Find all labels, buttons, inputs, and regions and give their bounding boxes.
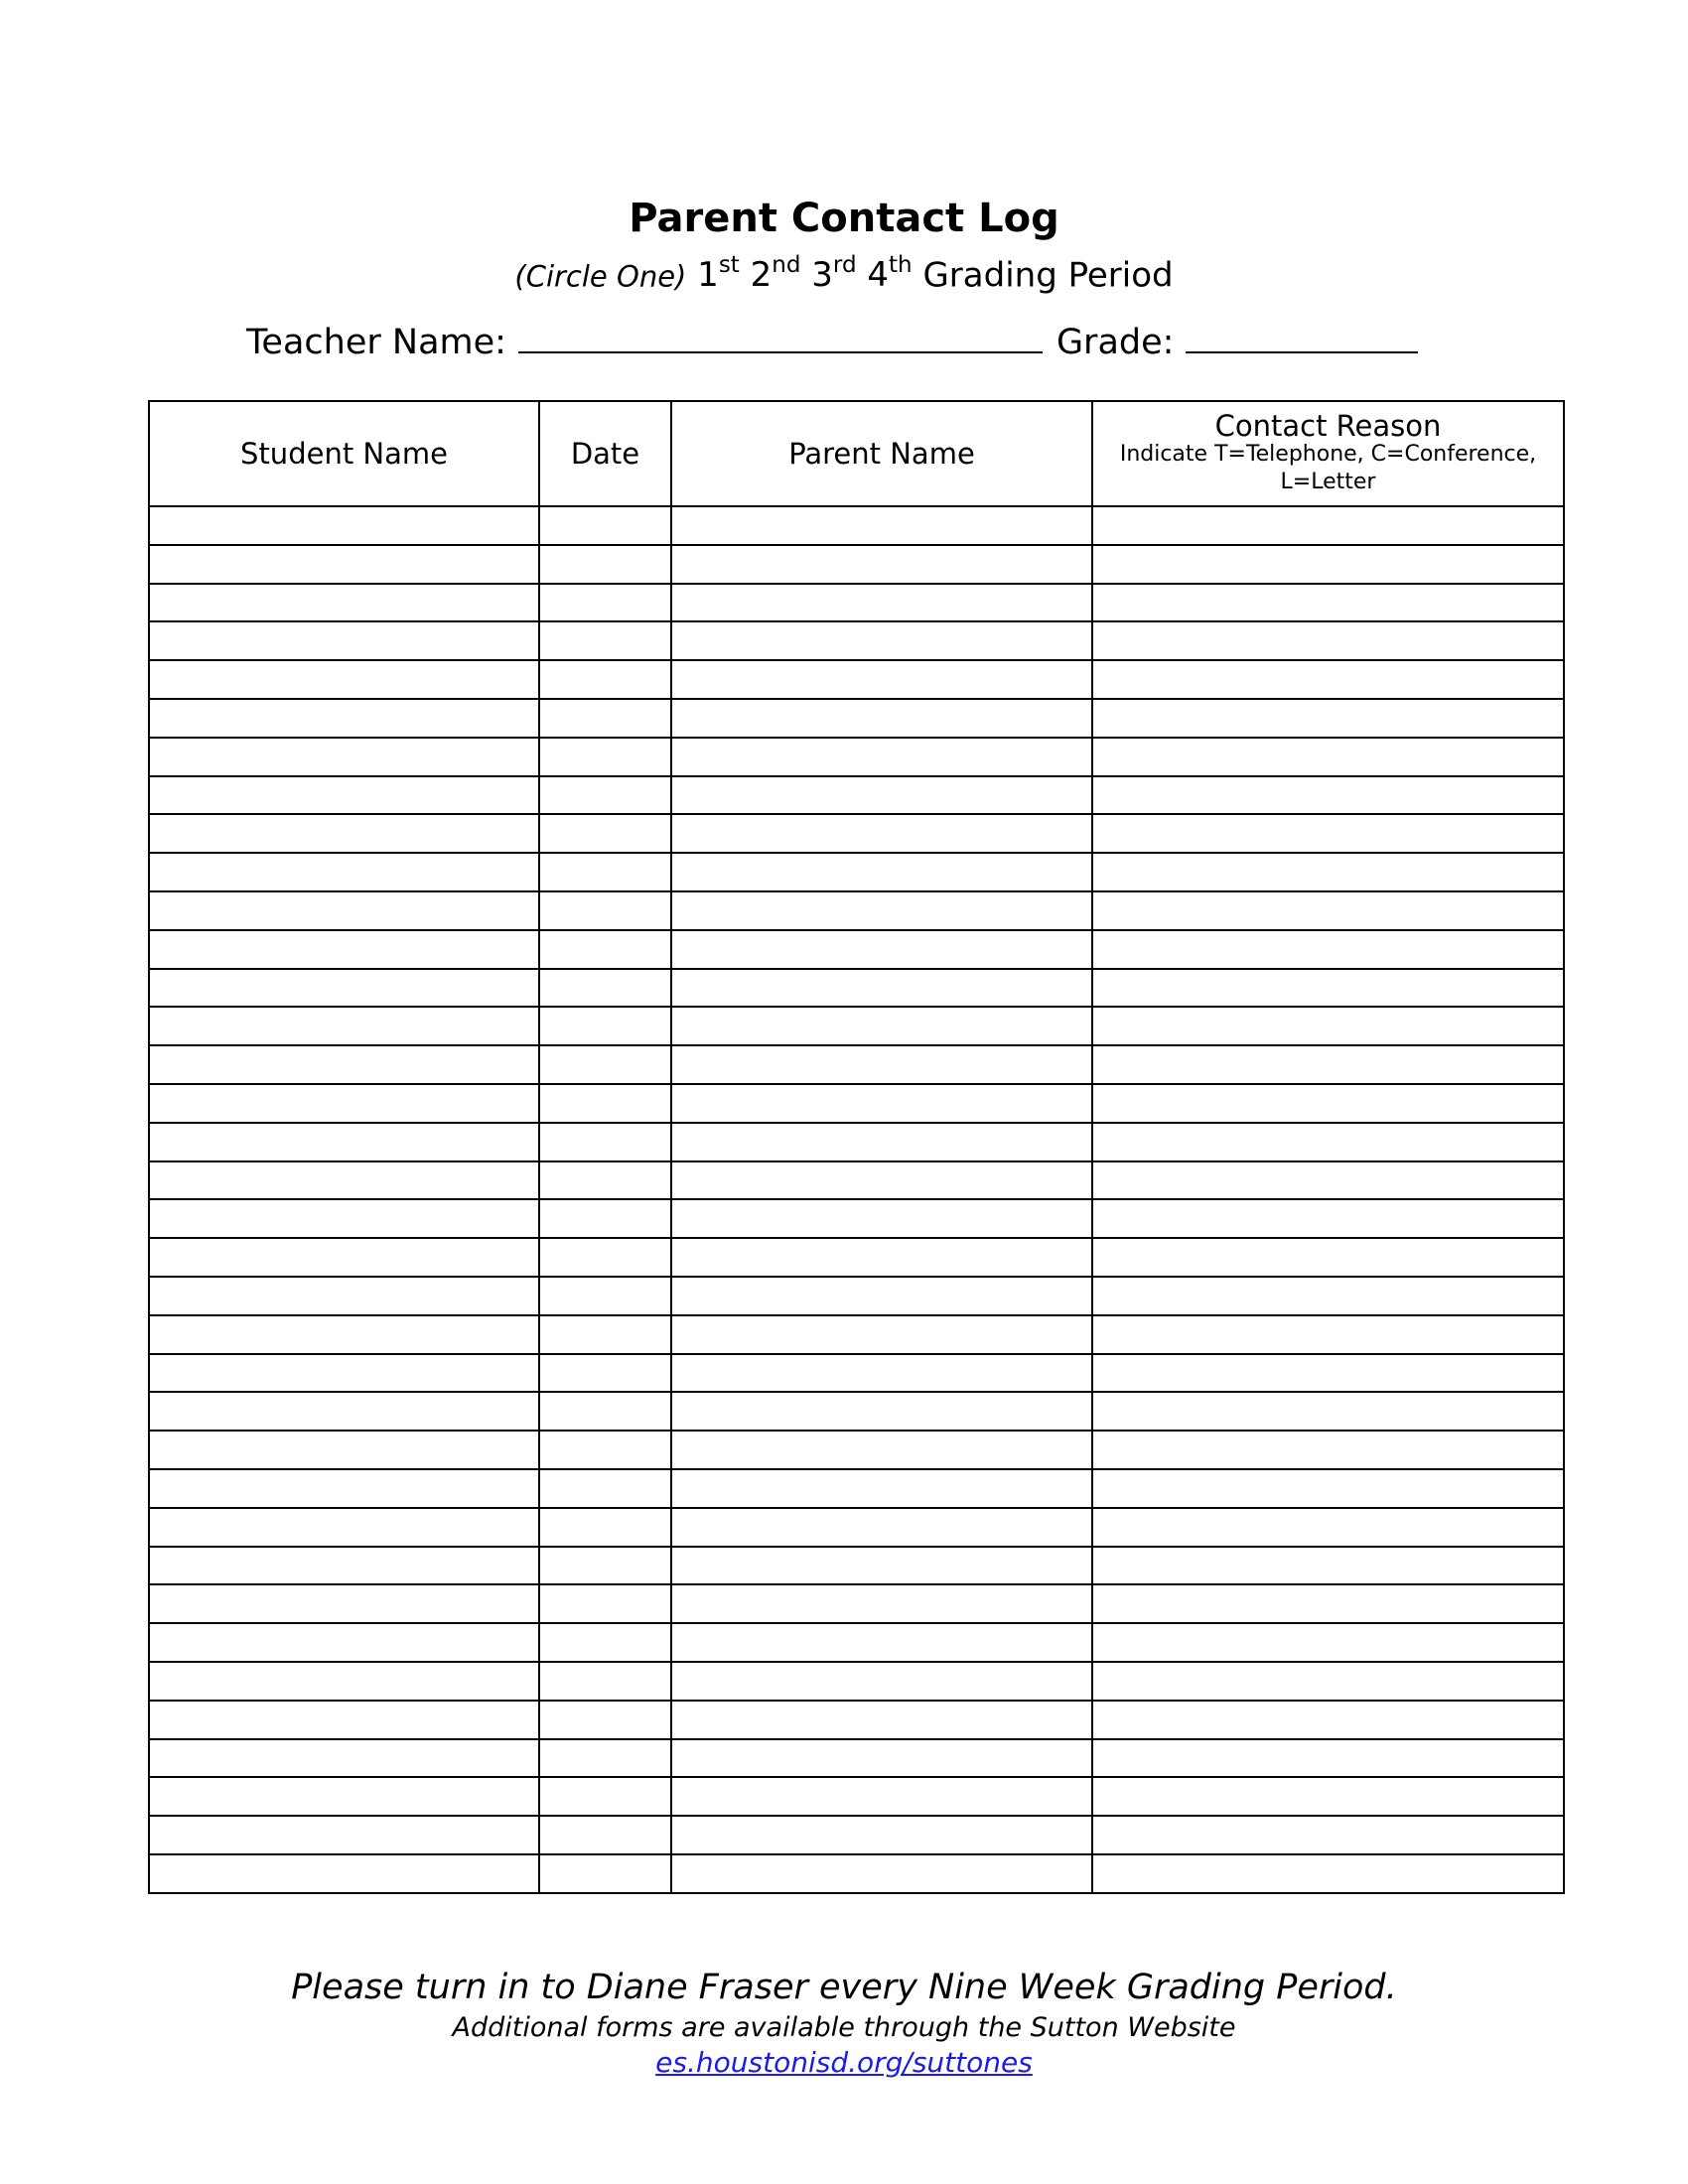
parent-name-cell[interactable] [671, 660, 1092, 699]
table-row [149, 660, 1564, 699]
date-cell[interactable] [539, 1739, 671, 1778]
student-name-cell[interactable] [149, 1854, 539, 1893]
student-name-cell[interactable] [149, 1508, 539, 1547]
table-row [149, 891, 1564, 930]
grade-label: Grade: [1055, 323, 1175, 362]
table-row [149, 506, 1564, 545]
table-row [149, 969, 1564, 1008]
parent-name-cell[interactable] [671, 1701, 1092, 1739]
parent-name-cell[interactable] [671, 853, 1092, 891]
parent-name-cell[interactable] [671, 1315, 1092, 1354]
table-row [149, 1238, 1564, 1277]
student-name-cell[interactable] [149, 1816, 539, 1854]
student-name-cell[interactable] [149, 1777, 539, 1816]
contact-reason-cell[interactable] [1092, 1431, 1564, 1469]
student-name-cell[interactable] [149, 853, 539, 891]
footer-link-wrap [0, 2045, 1688, 2081]
contact-reason-cell[interactable] [1092, 1816, 1564, 1854]
contact-reason-cell[interactable] [1092, 545, 1564, 584]
date-cell[interactable] [539, 1277, 671, 1315]
date-cell[interactable] [539, 1199, 671, 1238]
parent-name-cell[interactable] [671, 776, 1092, 815]
contact-reason-cell[interactable] [1092, 853, 1564, 891]
grading-period-label: Grading Period [922, 255, 1174, 296]
date-cell[interactable] [539, 1469, 671, 1508]
contact-reason-cell[interactable] [1092, 699, 1564, 738]
table-row [149, 1354, 1564, 1393]
table-row [149, 699, 1564, 738]
grading-period-line [0, 242, 1688, 301]
parent-name-cell[interactable] [671, 1469, 1092, 1508]
table-row [149, 1084, 1564, 1123]
parent-name-cell[interactable] [671, 1662, 1092, 1701]
date-cell[interactable] [539, 891, 671, 930]
parent-name-cell[interactable] [671, 1623, 1092, 1662]
parent-name-cell[interactable] [671, 738, 1092, 776]
student-name-cell[interactable] [149, 699, 539, 738]
date-cell[interactable] [539, 853, 671, 891]
student-name-cell[interactable] [149, 1662, 539, 1701]
date-cell[interactable] [539, 1584, 671, 1623]
date-cell[interactable] [539, 1508, 671, 1547]
contact-reason-cell[interactable] [1092, 1084, 1564, 1123]
table-row [149, 1161, 1564, 1200]
parent-name-cell[interactable] [671, 584, 1092, 622]
date-cell[interactable] [539, 1315, 671, 1354]
parent-name-cell[interactable] [671, 1007, 1092, 1045]
contact-reason-cell[interactable] [1092, 1777, 1564, 1816]
date-cell[interactable] [539, 1161, 671, 1200]
table-row [149, 738, 1564, 776]
parent-name-cell[interactable] [671, 1084, 1092, 1123]
student-name-cell[interactable] [149, 660, 539, 699]
table-row [149, 584, 1564, 622]
contact-reason-note: Indicate T=Telephone, C=Conference, L=Letter [1119, 442, 1537, 494]
parent-name-cell[interactable] [671, 1816, 1092, 1854]
student-name-cell[interactable] [149, 1277, 539, 1315]
date-cell[interactable] [539, 1777, 671, 1816]
form-title: Parent Contact Log [629, 196, 1059, 241]
contact-reason-cell[interactable] [1092, 1662, 1564, 1701]
parent-name-cell[interactable] [671, 621, 1092, 660]
table-row [149, 930, 1564, 969]
column-header-parent-name: Parent Name [671, 401, 1092, 506]
student-name-cell[interactable] [149, 1315, 539, 1354]
student-name-cell[interactable] [149, 1084, 539, 1123]
date-cell[interactable] [539, 506, 671, 545]
contact-reason-cell[interactable] [1092, 814, 1564, 853]
student-name-cell[interactable] [149, 969, 539, 1008]
contact-reason-cell[interactable] [1092, 738, 1564, 776]
parent-name-cell[interactable] [671, 1739, 1092, 1778]
teacher-grade-line [246, 318, 1487, 367]
student-name-cell[interactable] [149, 891, 539, 930]
contact-reason-cell[interactable] [1092, 1315, 1564, 1354]
parent-name-cell[interactable] [671, 506, 1092, 545]
parent-name-cell[interactable] [671, 1854, 1092, 1893]
period-option-1[interactable]: 1st [697, 252, 740, 296]
table-row [149, 1431, 1564, 1469]
student-name-cell[interactable] [149, 1701, 539, 1739]
parent-name-cell[interactable] [671, 699, 1092, 738]
parent-name-cell[interactable] [671, 1431, 1092, 1469]
table-row [149, 1623, 1564, 1662]
table-row [149, 1315, 1564, 1354]
student-name-cell[interactable] [149, 1739, 539, 1778]
period-option-4[interactable]: 4th [867, 252, 913, 296]
circle-one-note: (Circle One) [514, 259, 687, 294]
date-cell[interactable] [539, 930, 671, 969]
table-row [149, 1584, 1564, 1623]
contact-reason-cell[interactable] [1092, 506, 1564, 545]
contact-reason-title: Contact Reason [1214, 409, 1442, 443]
contact-reason-cell[interactable] [1092, 1701, 1564, 1739]
contact-reason-cell[interactable] [1092, 1392, 1564, 1431]
website-link[interactable]: es.houstonisd.org/suttones [655, 2046, 1033, 2079]
date-cell[interactable] [539, 1354, 671, 1393]
student-name-cell[interactable] [149, 1199, 539, 1238]
table-row [149, 1739, 1564, 1778]
table-row [149, 776, 1564, 815]
contact-reason-cell[interactable] [1092, 1508, 1564, 1547]
date-cell[interactable] [539, 1854, 671, 1893]
student-name-cell[interactable] [149, 776, 539, 815]
date-cell[interactable] [539, 969, 671, 1008]
period-option-2[interactable]: 2nd [750, 252, 801, 296]
parent-name-cell[interactable] [671, 545, 1092, 584]
contact-reason-cell[interactable] [1092, 621, 1564, 660]
date-cell[interactable] [539, 1392, 671, 1431]
parent-name-cell[interactable] [671, 1584, 1092, 1623]
date-cell[interactable] [539, 1662, 671, 1701]
table-row [149, 1469, 1564, 1508]
parent-name-cell[interactable] [671, 814, 1092, 853]
contact-reason-cell[interactable] [1092, 1007, 1564, 1045]
student-name-cell[interactable] [149, 1007, 539, 1045]
date-cell[interactable] [539, 1007, 671, 1045]
contact-reason-cell[interactable] [1092, 1547, 1564, 1585]
contact-reason-cell[interactable] [1092, 1161, 1564, 1200]
date-cell[interactable] [539, 1045, 671, 1084]
teacher-name-label: Teacher Name: [246, 323, 506, 362]
student-name-cell[interactable] [149, 1161, 539, 1200]
student-name-cell[interactable] [149, 814, 539, 853]
student-name-cell[interactable] [149, 1623, 539, 1662]
student-name-cell[interactable] [149, 1392, 539, 1431]
column-header-student-name: Student Name [149, 401, 539, 506]
contact-reason-cell[interactable] [1092, 969, 1564, 1008]
parent-name-cell[interactable] [671, 1123, 1092, 1161]
contact-reason-cell[interactable] [1092, 1623, 1564, 1662]
student-name-cell[interactable] [149, 584, 539, 622]
date-cell[interactable] [539, 584, 671, 622]
contact-reason-cell[interactable] [1092, 1584, 1564, 1623]
parent-name-cell[interactable] [671, 1392, 1092, 1431]
date-cell[interactable] [539, 1623, 671, 1662]
table-row [149, 853, 1564, 891]
student-name-cell[interactable] [149, 1584, 539, 1623]
table-row [149, 1508, 1564, 1547]
date-cell[interactable] [539, 621, 671, 660]
grade-field[interactable] [1186, 318, 1418, 353]
table-row [149, 1277, 1564, 1315]
student-name-cell[interactable] [149, 1045, 539, 1084]
table-row [149, 1123, 1564, 1161]
teacher-name-field[interactable] [518, 318, 1043, 353]
contact-reason-cell[interactable] [1092, 1277, 1564, 1315]
date-cell[interactable] [539, 1084, 671, 1123]
table-body [149, 506, 1564, 1893]
table-row [149, 1777, 1564, 1816]
parent-name-cell[interactable] [671, 1161, 1092, 1200]
student-name-cell[interactable] [149, 1123, 539, 1161]
contact-reason-cell[interactable] [1092, 1238, 1564, 1277]
student-name-cell[interactable] [149, 545, 539, 584]
table-header-row [149, 401, 1564, 506]
contact-reason-cell[interactable] [1092, 1199, 1564, 1238]
student-name-cell[interactable] [149, 1431, 539, 1469]
date-cell[interactable] [539, 699, 671, 738]
table-row [149, 1816, 1564, 1854]
table-row [149, 621, 1564, 660]
student-name-cell[interactable] [149, 1354, 539, 1393]
date-cell[interactable] [539, 1238, 671, 1277]
date-cell[interactable] [539, 738, 671, 776]
contact-reason-cell[interactable] [1092, 1469, 1564, 1508]
footer-instruction: Please turn in to Diane Fraser every Nine Week Grading Period. [291, 1968, 1397, 2007]
date-cell[interactable] [539, 1816, 671, 1854]
student-name-cell[interactable] [149, 1469, 539, 1508]
parent-name-cell[interactable] [671, 1238, 1092, 1277]
period-option-3[interactable]: 3rd [811, 252, 857, 296]
date-cell[interactable] [539, 1123, 671, 1161]
date-cell[interactable] [539, 1701, 671, 1739]
student-name-cell[interactable] [149, 1547, 539, 1585]
column-header-date: Date [539, 401, 671, 506]
student-name-cell[interactable] [149, 930, 539, 969]
table-row [149, 1854, 1564, 1893]
parent-name-cell[interactable] [671, 1354, 1092, 1393]
contact-reason-cell[interactable] [1092, 930, 1564, 969]
table-row [149, 1007, 1564, 1045]
contact-reason-cell[interactable] [1092, 776, 1564, 815]
date-cell[interactable] [539, 1431, 671, 1469]
date-cell[interactable] [539, 545, 671, 584]
parent-name-cell[interactable] [671, 969, 1092, 1008]
table-row [149, 1547, 1564, 1585]
parent-name-cell[interactable] [671, 1508, 1092, 1547]
table-row [149, 1662, 1564, 1701]
date-cell[interactable] [539, 814, 671, 853]
table-row [149, 1701, 1564, 1739]
parent-name-cell[interactable] [671, 930, 1092, 969]
contact-reason-cell[interactable] [1092, 1854, 1564, 1893]
contact-reason-cell[interactable] [1092, 1045, 1564, 1084]
date-cell[interactable] [539, 660, 671, 699]
student-name-cell[interactable] [149, 738, 539, 776]
column-header-contact-reason [1092, 401, 1564, 506]
parent-name-cell[interactable] [671, 1277, 1092, 1315]
contact-reason-cell[interactable] [1092, 1739, 1564, 1778]
parent-name-cell[interactable] [671, 1547, 1092, 1585]
student-name-cell[interactable] [149, 621, 539, 660]
table-row [149, 1392, 1564, 1431]
student-name-cell[interactable] [149, 506, 539, 545]
contact-reason-cell[interactable] [1092, 891, 1564, 930]
contact-reason-cell[interactable] [1092, 660, 1564, 699]
contact-reason-cell[interactable] [1092, 584, 1564, 622]
table-row [149, 814, 1564, 853]
date-cell[interactable] [539, 776, 671, 815]
parent-name-cell[interactable] [671, 1045, 1092, 1084]
contact-log-table [148, 400, 1565, 1894]
parent-name-cell[interactable] [671, 1777, 1092, 1816]
student-name-cell[interactable] [149, 1238, 539, 1277]
parent-name-cell[interactable] [671, 1199, 1092, 1238]
parent-name-cell[interactable] [671, 891, 1092, 930]
table-row [149, 1199, 1564, 1238]
contact-reason-cell[interactable] [1092, 1354, 1564, 1393]
footer-note: Additional forms are available through the Sutton Website [452, 2012, 1236, 2043]
table-row [149, 1045, 1564, 1084]
table-row [149, 545, 1564, 584]
contact-reason-cell[interactable] [1092, 1123, 1564, 1161]
date-cell[interactable] [539, 1547, 671, 1585]
